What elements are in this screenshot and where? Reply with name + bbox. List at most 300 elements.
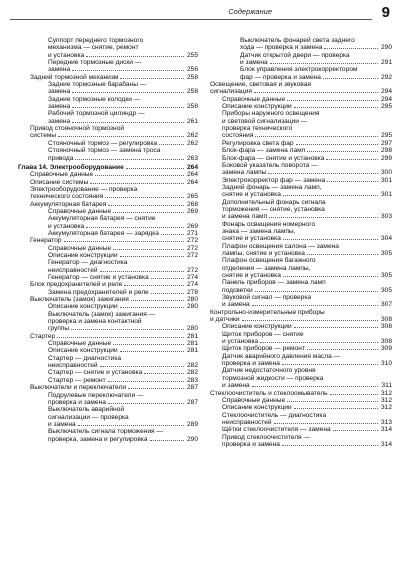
toc-page-number: 269 [186, 222, 198, 230]
toc-entry [210, 147, 392, 154]
dot-leader [151, 278, 184, 279]
dot-leader [78, 425, 184, 426]
toc-entry [18, 37, 198, 59]
dot-leader [108, 403, 184, 404]
toc-entry-text: и световой сигнализации — [222, 117, 308, 125]
dot-leader [274, 423, 378, 424]
toc-page-number: 272 [186, 266, 198, 274]
dot-leader [120, 78, 184, 79]
toc-entry [210, 184, 392, 199]
toc-entry-text: и датчики [210, 316, 240, 324]
toc-entry-text: Стеклоочиститель и стеклоомыватель [210, 389, 328, 397]
toc-entry-text: Выключатель (замок) зажигания — [48, 310, 156, 318]
toc-entry-text: Щётки стеклоочистителя — замена [222, 426, 331, 434]
toc-entry-text: Щиток приборов — ремонт [222, 345, 305, 353]
toc-entry [210, 331, 392, 346]
toc-entry-text: Описание конструкции [48, 303, 118, 311]
toc-entry [210, 243, 392, 258]
toc-entry [210, 221, 392, 243]
toc-entry [18, 179, 198, 186]
toc-entry-text: Генератор — диагностика [48, 259, 128, 267]
toc-page-number: 282 [186, 369, 198, 377]
dot-leader [72, 122, 184, 123]
toc-entry [18, 125, 198, 140]
dot-leader [268, 173, 378, 174]
dot-leader [242, 320, 378, 321]
toc-entry [18, 406, 198, 428]
toc-entry-text: Выключатель аварийной [48, 406, 124, 414]
toc-page-number: 309 [380, 345, 392, 353]
toc-entry-text: Описание конструкции [48, 347, 118, 355]
toc-entry-text: привода [48, 154, 74, 162]
toc-entry-text: Генератор [30, 237, 62, 245]
toc-entry-text: Глава 14. Электрооборудование [18, 163, 124, 171]
toc-left-column [18, 37, 198, 443]
toc-chapter-heading [18, 164, 198, 171]
dot-leader [159, 144, 184, 145]
toc-entry [18, 369, 198, 376]
toc-entry-text: и установка [48, 51, 85, 59]
toc-entry [210, 155, 392, 162]
toc-page-number: 298 [380, 147, 392, 155]
toc-entry [210, 199, 392, 221]
dot-leader [113, 344, 184, 345]
toc-entry-text: Блок управления электрокорректором [240, 66, 358, 74]
toc-entry-text: Стартер — снятие и установка [48, 369, 143, 377]
toc-entry [18, 296, 198, 303]
toc-entry-text: Привод стеклоочистителя — [222, 433, 311, 441]
toc-entry-text: Стартер — диагностика [48, 354, 122, 362]
toc-page-number: 274 [186, 281, 198, 289]
toc-page-number: 310 [380, 360, 392, 368]
toc-page-number: 282 [186, 362, 198, 370]
dot-leader [131, 300, 184, 301]
dot-leader [120, 351, 184, 352]
toc-entry-text: Боковой указатель поворота — [222, 161, 318, 169]
dot-leader [324, 48, 378, 49]
dot-leader [72, 107, 184, 108]
toc-page-number: 294 [380, 88, 392, 96]
toc-entry-text: Справочные данные [48, 244, 112, 252]
dot-leader [86, 56, 184, 57]
toc-page-number: 264 [186, 163, 198, 171]
toc-entry [210, 110, 392, 139]
dot-leader [72, 92, 184, 93]
toc-entry-text: проверка и замена контактной [48, 318, 142, 326]
toc-page-number: 308 [380, 316, 392, 324]
toc-entry [210, 177, 392, 184]
toc-entry-text: Задний фонарь — замена ламп, [222, 183, 322, 191]
toc-entry [210, 404, 392, 411]
dot-leader [100, 366, 184, 367]
toc-page-number: 313 [380, 418, 392, 426]
toc-entry-text: Справочные данные [30, 171, 94, 179]
toc-page-number: 295 [380, 103, 392, 111]
toc-page-number: 305 [380, 272, 392, 279]
dot-leader [252, 305, 378, 306]
toc-entry-text: состояния [222, 132, 254, 140]
toc-entry [18, 384, 198, 391]
toc-entry [18, 59, 198, 74]
toc-page-number: 300 [380, 169, 392, 177]
dot-leader [150, 440, 184, 441]
toc-entry-text: Фонарь освещения номерного [222, 220, 316, 228]
toc-entry [210, 279, 392, 294]
toc-page-number: 280 [186, 296, 198, 304]
toc-entry-text: Освещение, световая и звуковая [210, 81, 311, 89]
dot-leader [108, 205, 184, 206]
toc-entry-text: замена [48, 88, 71, 96]
toc-page-number: 262 [186, 132, 198, 140]
dot-leader [269, 217, 378, 218]
dot-leader [255, 136, 378, 137]
toc-page-number: 287 [186, 384, 198, 392]
toc-page-number: 281 [186, 340, 198, 348]
toc-entry-text: Электрооборудование — проверка [30, 185, 138, 193]
page-number: 9 [381, 4, 390, 21]
toc-page-number: 283 [186, 376, 198, 384]
toc-entry [18, 215, 198, 230]
dot-leader [294, 327, 378, 328]
toc-entry-text: замена [48, 103, 71, 111]
toc-entry [210, 162, 392, 177]
toc-entry [18, 303, 198, 310]
toc-entry-text: Подрулевые переключатели — [48, 391, 144, 399]
toc-entry-text: лампы, снятие и установка [222, 249, 305, 257]
toc-entry [18, 392, 198, 407]
dot-leader [161, 234, 184, 235]
dot-leader [307, 349, 378, 350]
dot-leader [270, 63, 378, 64]
toc-entry [18, 252, 198, 259]
toc-page-number: 271 [186, 229, 198, 237]
toc-page-number: 294 [380, 95, 392, 103]
toc-entry [18, 355, 198, 370]
toc-entry [18, 201, 198, 208]
toc-entry [210, 294, 392, 309]
toc-entry-text: Справочные данные [222, 95, 286, 103]
toc-entry-text: Датчик аварийного давления масла — [222, 352, 341, 360]
toc-entry-text: Стеклоочиститель — диагностика [222, 411, 327, 419]
toc-entry-text: Справочные данные [48, 207, 112, 215]
header-rule [10, 19, 372, 20]
toc-page-number: 272 [186, 244, 198, 252]
toc-right-column [210, 37, 392, 448]
dot-leader [294, 107, 378, 108]
toc-page-number: 297 [380, 139, 392, 147]
toc-page-number: 280 [186, 325, 198, 333]
toc-entry-text: Справочные данные [222, 396, 286, 404]
dot-leader [64, 241, 184, 242]
toc-page-number: 291 [380, 59, 392, 67]
toc-entry-text: Регулировка света фар [222, 139, 294, 147]
toc-page-number: 305 [380, 249, 392, 257]
toc-entry-text: снятие и установка [222, 235, 281, 243]
toc-page-number: 287 [186, 398, 198, 406]
toc-entry-text: и замена ламп [222, 213, 268, 221]
toc-page-number: 264 [186, 178, 198, 186]
toc-page-number: 307 [380, 301, 392, 309]
toc-entry [18, 259, 198, 274]
toc-entry-text: Замена предохранителей и реле [48, 288, 149, 296]
toc-page-number: 258 [186, 73, 198, 81]
toc-entry-text: Блок предохранителей и реле [30, 281, 123, 289]
dot-leader [330, 394, 378, 395]
toc-entry-text: Описание конструкции [222, 103, 292, 111]
toc-entry-text: и замена [222, 301, 250, 309]
toc-entry-text: хода — проверка и замена [240, 44, 323, 52]
toc-entry-text: Стояночный тормоз — регулировка [48, 139, 158, 147]
toc-entry-text: Аккумуляторная батарея [30, 200, 107, 208]
toc-entry-text: Стартер — ремонт [48, 376, 106, 384]
toc-page-number: 280 [186, 303, 198, 311]
toc-entry-text: торможения — снятие, установка [222, 205, 325, 213]
dot-leader [282, 364, 378, 365]
toc-entry [18, 230, 198, 237]
toc-entry-text: и установка [222, 338, 259, 346]
toc-page-number: 290 [186, 435, 198, 443]
toc-entry-text: Дополнительный фонарь сигнала [222, 198, 326, 206]
toc-entry [210, 323, 392, 330]
toc-entry-text: Выключатель (замок) зажигания [30, 296, 129, 304]
toc-entry-text: Задние тормозные колодки — [48, 95, 141, 103]
toc-entry [18, 74, 198, 81]
running-header-title: Содержание [228, 7, 272, 16]
toc-entry-text: Электрокорректор фар — замена [222, 176, 326, 184]
toc-entry [18, 311, 198, 333]
toc-page-number: 312 [380, 404, 392, 412]
toc-entry-text: Стартер [30, 332, 56, 340]
toc-entry [210, 81, 392, 96]
toc-page-number: 308 [380, 323, 392, 331]
dot-leader [307, 151, 378, 152]
toc-page-number: 258 [186, 88, 198, 96]
toc-entry-text: Блок-фара — снятие и установка [222, 154, 325, 162]
toc-entry-text: фар — проверка и замена [240, 73, 321, 81]
toc-entry-text: замена лампы [222, 169, 267, 177]
toc-entry-text: Генератор — снятие и установка [48, 274, 149, 281]
toc-page-number: 265 [186, 193, 198, 201]
toc-page-number: 272 [186, 237, 198, 245]
toc-entry-text: Рабочий тормозной цилиндр — [48, 110, 145, 118]
dot-leader [333, 430, 378, 431]
toc-entry-text: снятие и установка [222, 191, 281, 199]
toc-entry-text: Панель приборов — замена ламп [222, 279, 326, 287]
toc-entry [210, 66, 392, 81]
toc-entry-text: сигнализации — проверка [48, 413, 129, 421]
toc-entry-text: системы [30, 132, 57, 140]
toc-entry [210, 390, 392, 397]
toc-entry [210, 412, 392, 427]
toc-page-number: 289 [186, 420, 198, 428]
toc-page-number: 299 [380, 154, 392, 162]
toc-entry-text: и замена [48, 420, 76, 428]
toc-entry [210, 309, 392, 324]
page-header [0, 0, 400, 26]
toc-entry-text: Щиток приборов — снятие [222, 330, 304, 338]
dot-leader [120, 307, 184, 308]
toc-entry-text: проверка и замена [222, 360, 280, 368]
toc-entry-text: Аккумуляторная батарея — снятие [48, 215, 156, 223]
toc-entry [210, 257, 392, 279]
dot-leader [282, 445, 378, 446]
toc-entry-text: Задний тормозной механизм [30, 73, 119, 81]
toc-entry [210, 426, 392, 433]
toc-entry [18, 428, 198, 443]
dot-leader [86, 227, 184, 228]
dot-leader [283, 239, 378, 240]
dot-leader [296, 144, 378, 145]
toc-entry-text: замена [48, 66, 71, 74]
toc-entry-text: Блок-фара — замена ламп [222, 147, 306, 155]
toc-page-number: 305 [380, 286, 392, 294]
toc-entry [210, 52, 392, 67]
toc-page-number: 311 [381, 382, 392, 390]
dot-leader [57, 337, 184, 338]
dot-leader [307, 254, 378, 255]
toc-entry [18, 340, 198, 347]
toc-entry [210, 397, 392, 404]
toc-page-number: 255 [186, 51, 198, 59]
toc-entry-text: сигнализация [210, 88, 252, 96]
toc-entry-text: и установка [48, 222, 85, 230]
toc-entry-text: Плафон освещения багажного [222, 257, 316, 265]
toc-entry-text: Плафон освещения салона — замена [222, 242, 339, 250]
toc-entry-text: Выключатели и переключатели [30, 384, 127, 392]
toc-page-number: 263 [186, 154, 198, 162]
toc-entry [210, 140, 392, 147]
toc-entry-text: проверка, замена и регулировка [48, 435, 148, 443]
toc-page-number: 308 [380, 338, 392, 346]
dot-leader [113, 212, 184, 213]
dot-leader [255, 291, 378, 292]
toc-entry-text: тормозной жидкости — проверка [222, 374, 324, 382]
toc-entry-text: Выключатель фонарей света заднего [240, 37, 355, 44]
toc-page-number: 261 [186, 117, 198, 125]
toc-entry-text: Описание конструкции [222, 404, 292, 412]
dot-leader [126, 168, 184, 169]
toc-page-number: 281 [186, 332, 198, 340]
toc-page-number: 264 [186, 171, 198, 179]
dot-leader [287, 401, 378, 402]
dot-leader [105, 197, 184, 198]
toc-entry-text: снятие и установка [222, 272, 281, 279]
toc-entry [18, 289, 198, 296]
toc-entry-text: Датчик недостаточного уровня [222, 367, 316, 375]
toc-entry-text: неисправностей [222, 418, 272, 426]
dot-leader [260, 342, 378, 343]
toc-entry [210, 37, 392, 52]
dot-leader [283, 276, 378, 277]
dot-leader [124, 285, 184, 286]
dot-leader [323, 78, 378, 79]
toc-entry-text: Аккумуляторная батарея — зарядка [48, 229, 159, 237]
toc-page-number: 314 [380, 440, 392, 448]
toc-entry-text: технического состояния [30, 193, 104, 201]
toc-page-number: 301 [380, 176, 392, 184]
toc-entry-text: замена [48, 117, 71, 125]
dot-leader [144, 373, 184, 374]
toc-entry-text: Контрольно-измерительные приборы [210, 308, 325, 316]
toc-entry [210, 434, 392, 449]
toc-page-number: 281 [186, 347, 198, 355]
toc-page-number: 256 [186, 66, 198, 74]
toc-page-number: 258 [186, 103, 198, 111]
dot-leader [58, 136, 184, 137]
dot-leader [287, 100, 378, 101]
toc-entry-text: Справочные данные [48, 340, 112, 348]
dot-leader [327, 181, 378, 182]
toc-entry [18, 245, 198, 252]
toc-entry-text: проверка и замена [48, 398, 106, 406]
toc-page-number: 278 [186, 288, 198, 296]
toc-entry [18, 377, 198, 384]
dot-leader [128, 388, 184, 389]
toc-entry [18, 171, 198, 178]
toc-entry-text: Суппорт переднего тормозного [48, 37, 144, 44]
toc-entry-text: Описание системы [30, 178, 89, 186]
dot-leader [283, 195, 378, 196]
toc-page-number: 262 [186, 139, 198, 147]
toc-page-number: 314 [380, 426, 392, 434]
toc-entry-text: и замена [222, 382, 250, 390]
toc-page-number: 272 [186, 251, 198, 259]
toc-page-number: 295 [380, 132, 392, 140]
toc-entry [210, 96, 392, 103]
toc-page-number: 301 [380, 191, 392, 199]
toc-entry-text: Датчик открытой двери — проверка [240, 51, 350, 59]
dot-leader [72, 70, 184, 71]
toc-page-number: 290 [380, 44, 392, 52]
toc-entry [18, 110, 198, 125]
toc-entry-text: проверка технического [222, 125, 293, 133]
toc-page-number: 304 [380, 235, 392, 243]
dot-leader [95, 175, 184, 176]
toc-entry-text: Передние тормозные диски — [48, 59, 142, 67]
dot-leader [294, 408, 378, 409]
toc-entry [18, 281, 198, 288]
toc-entry-text: группы [48, 325, 70, 333]
toc-entry-text: неисправностей [48, 362, 98, 370]
toc-entry-text: и замена [240, 59, 268, 67]
toc-entry-text: Звуковой сигнал — проверка [222, 294, 312, 302]
dot-leader [252, 386, 378, 387]
toc-page-number: 269 [186, 207, 198, 215]
toc-entry [210, 367, 392, 389]
toc-entry [210, 353, 392, 368]
toc-page-number: 303 [380, 213, 392, 221]
toc-page-number: 268 [186, 200, 198, 208]
toc-entry [18, 96, 198, 111]
toc-entry [18, 347, 198, 354]
toc-entry-text: Стояночный тормоз — замена троса [48, 147, 161, 155]
toc-page-number: 292 [380, 73, 392, 81]
toc-entry [18, 333, 198, 340]
dot-leader [90, 183, 184, 184]
toc-page-number: 312 [380, 389, 392, 397]
dot-leader [71, 329, 184, 330]
toc-entry-text: знака — замена лампы, [222, 227, 296, 235]
toc-entry-text: отделения — замена лампы, [222, 264, 311, 272]
toc-entry-text: Задние тормозные барабаны — [48, 81, 147, 89]
toc-entry-text: неисправностей [48, 266, 98, 274]
toc-entry-text: проверка и замена [222, 440, 280, 448]
toc-entry-text: Описание конструкции [222, 323, 292, 331]
toc-entry-text: Описание конструкции [48, 251, 118, 259]
toc-page-number: 312 [380, 396, 392, 404]
dot-leader [326, 159, 378, 160]
toc-page-number: 274 [186, 274, 198, 281]
